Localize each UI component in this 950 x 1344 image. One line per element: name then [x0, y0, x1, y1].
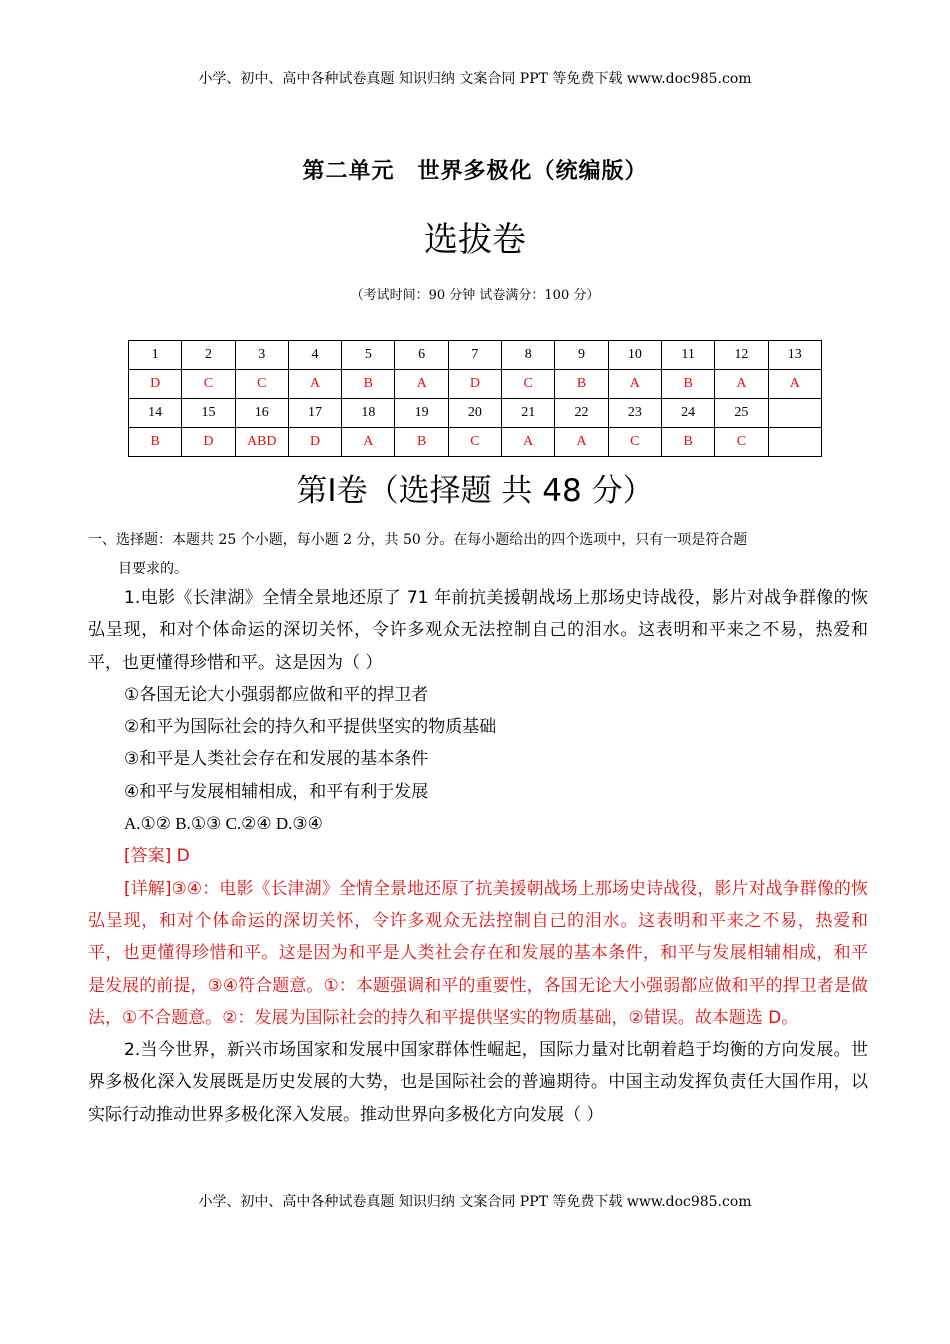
instructions-line-1: 一、选择题：本题共 25 个小题，每小题 2 分，共 50 分。在每小题给出的四个选项中，只有一项是符合题 [88, 532, 748, 548]
question-number: 16 [235, 399, 288, 428]
question-1-option-1: ①各国无论大小强弱都应做和平的捍卫者 [124, 684, 429, 705]
question-number: 17 [288, 399, 341, 428]
question-1-explanation: [详解]③④：电影《长津湖》全情全景地还原了抗美援朝战场上那场史诗战役，影片对战争群像的恢弘呈现，和对个体命运的深切关怀，令许多观众无法控制自己的泪水。这表明和平来之不易，热爱和平，也更懂得珍惜和平。这是因为和平是人类社会存在和发展的基本条件，和平与发展相辅相成，和平是发展的前提，③④符合题意。①：本题强调和平的重要性，各国无论大小强弱都应做和平的捍卫者是做法，①不合题意。②：发展为国际社会的持久和平提供坚实的物质基础，②错误。故本题选 D。 [88, 878, 868, 1028]
question-number: 25 [715, 399, 768, 428]
answer-table [128, 340, 822, 457]
question-1-answer: [答案] D [124, 846, 190, 867]
answer-cell: C [502, 370, 555, 399]
answer-cell: C [715, 428, 768, 457]
question-number: 20 [448, 399, 501, 428]
answer-cell: B [661, 370, 714, 399]
answer-table-number-row [129, 341, 822, 370]
page-header: 小学、初中、高中各种试卷真题 知识归纳 文案合同 PPT 等免费下载 www.doc985.com [198, 71, 752, 87]
answer-cell: A [768, 370, 821, 399]
question-number: 7 [448, 341, 501, 370]
question-number: 23 [608, 399, 661, 428]
answer-cell: D [129, 370, 182, 399]
question-1-option-2: ②和平为国际社会的持久和平提供坚实的物质基础 [124, 717, 497, 738]
question-number: 11 [661, 341, 714, 370]
answer-cell: B [661, 428, 714, 457]
answer-cell: B [342, 370, 395, 399]
section-title: 第I卷（选择题 共 48 分） [296, 473, 654, 509]
question-number: 14 [129, 399, 182, 428]
answer-cell: B [555, 370, 608, 399]
answer-cell: A [715, 370, 768, 399]
question-number: 15 [182, 399, 235, 428]
question-number: 12 [715, 341, 768, 370]
question-number: 4 [288, 341, 341, 370]
question-number: 6 [395, 341, 448, 370]
question-number: 21 [502, 399, 555, 428]
question-number: 10 [608, 341, 661, 370]
answer-cell: A [395, 370, 448, 399]
answer-cell: B [129, 428, 182, 457]
answer-table-answer-row [129, 428, 822, 457]
answer-table-answer-row [129, 370, 822, 399]
question-1-stem: 1.电影《长津湖》全情全景地还原了 71 年前抗美援朝战场上那场史诗战役，影片对战争群像的恢弘呈现，和对个体命运的深切关怀，令许多观众无法控制自己的泪水。这表明和平来之不易，热爱和平，也更懂得珍惜和平。这是因为（ ） [88, 588, 868, 673]
question-1-option-3: ③和平是人类社会存在和发展的基本条件 [124, 749, 429, 770]
answer-cell: D [182, 428, 235, 457]
question-2-stem: 2.当今世界，新兴市场国家和发展中国家群体性崛起，国际力量对比朝着趋于均衡的方向发展。世界多极化深入发展既是历史发展的大势，也是国际社会的普遍期待。中国主动发挥负责任大国作用，以实际行动推动世界多极化深入发展。推动世界向多极化方向发展（ ） [88, 1040, 868, 1125]
answer-cell: C [608, 428, 661, 457]
exam-subtitle: 选拔卷 [424, 220, 526, 260]
answer-cell: B [395, 428, 448, 457]
answer-cell: A [608, 370, 661, 399]
question-body [88, 582, 868, 1131]
answer-cell: D [288, 428, 341, 457]
question-number: 1 [129, 341, 182, 370]
empty-cell [768, 428, 821, 457]
answer-cell: ABD [235, 428, 288, 457]
answer-cell: A [555, 428, 608, 457]
question-number: 13 [768, 341, 821, 370]
page-footer: 小学、初中、高中各种试卷真题 知识归纳 文案合同 PPT 等免费下载 www.doc985.com [198, 1194, 752, 1210]
question-number: 18 [342, 399, 395, 428]
answer-cell: C [448, 428, 501, 457]
question-number: 19 [395, 399, 448, 428]
exam-info: （考试时间：90 分钟 试卷满分：100 分） [350, 288, 600, 303]
question-number: 3 [235, 341, 288, 370]
question-1-choices: A.①② B.①③ C.②④ D.③④ [124, 814, 323, 834]
answer-cell: A [502, 428, 555, 457]
question-number: 22 [555, 399, 608, 428]
answer-cell: A [288, 370, 341, 399]
question-number: 8 [502, 341, 555, 370]
question-1-option-4: ④和平与发展相辅相成，和平有利于发展 [124, 781, 429, 802]
instructions-line-2: 目要求的。 [118, 561, 188, 577]
instructions [88, 526, 868, 584]
question-number: 2 [182, 341, 235, 370]
answer-cell: D [448, 370, 501, 399]
answer-table-number-row [129, 399, 822, 428]
answer-cell: C [182, 370, 235, 399]
question-number: 9 [555, 341, 608, 370]
answer-cell: C [235, 370, 288, 399]
unit-title: 第二单元 世界多极化（统编版） [302, 159, 648, 184]
empty-cell [768, 399, 821, 428]
question-number: 5 [342, 341, 395, 370]
answer-cell: A [342, 428, 395, 457]
question-number: 24 [661, 399, 714, 428]
